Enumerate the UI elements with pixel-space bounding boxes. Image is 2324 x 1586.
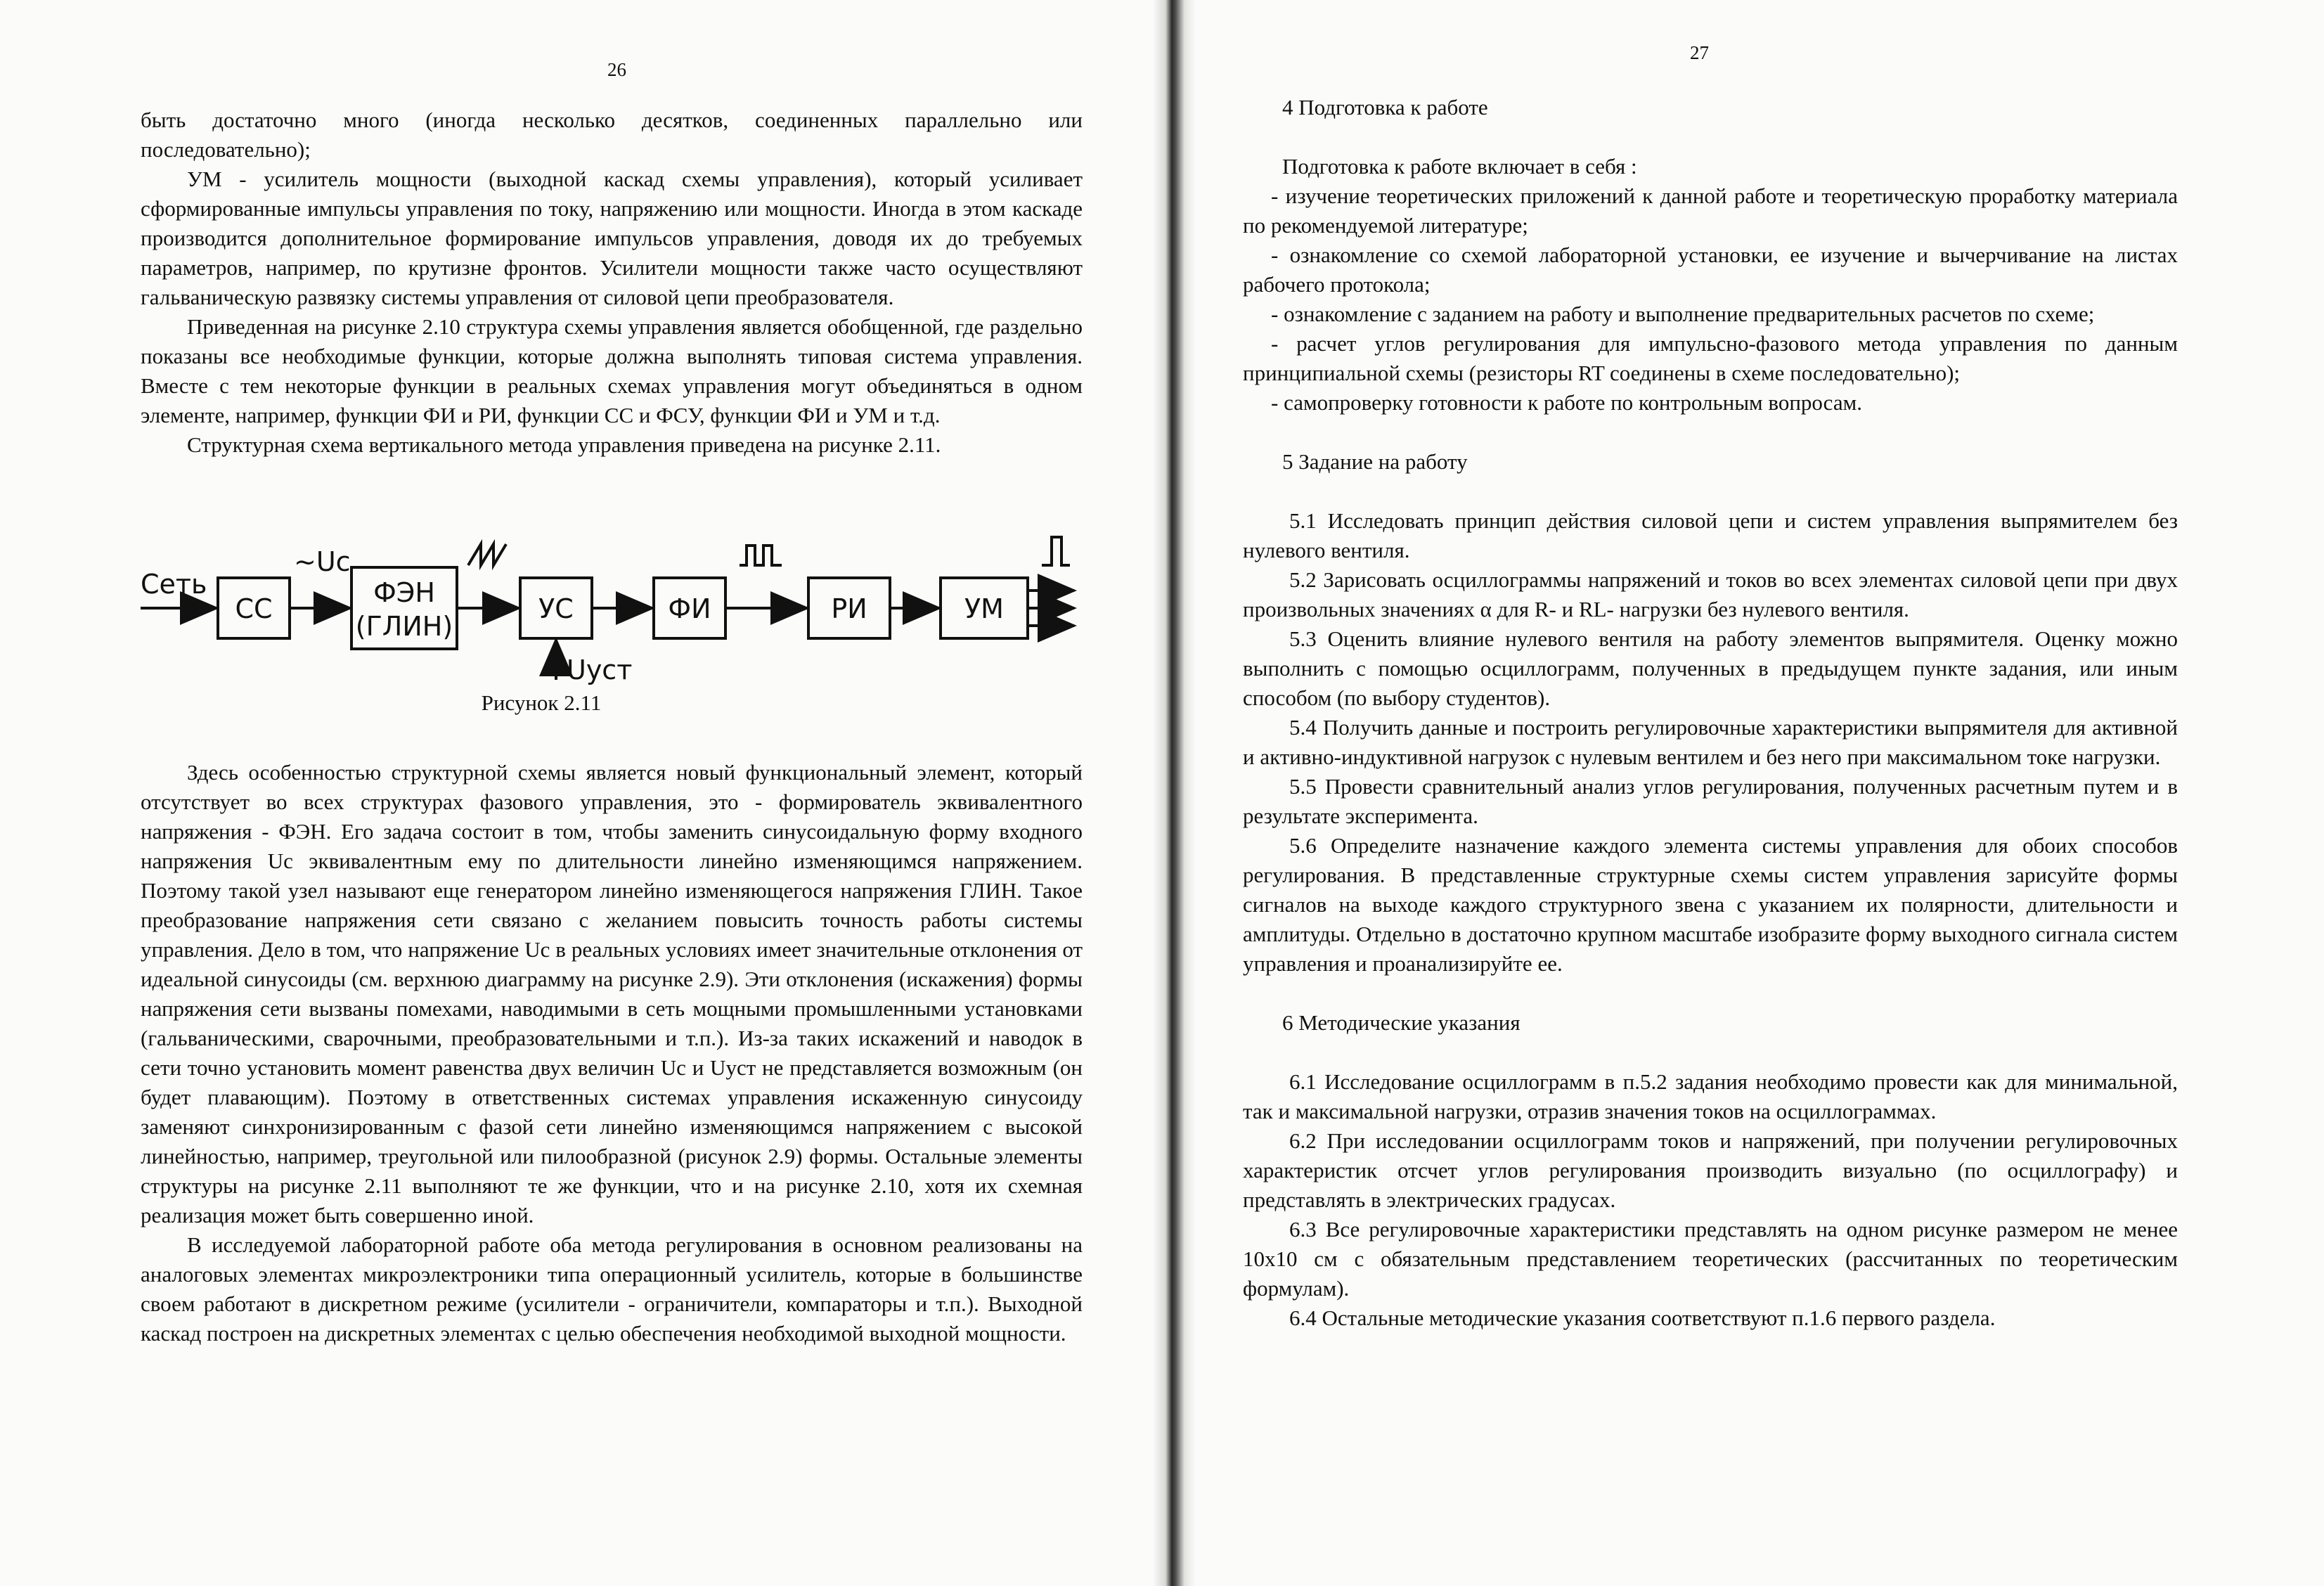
page-number-right: 27	[1690, 42, 1709, 63]
figure-2-11	[141, 529, 1083, 740]
paragraph: В исследуемой лабораторной работе оба метода регулирования в основном реализованы на аналоговых элементах микроэлектроники типа операционный усилитель, которые в большинстве своем работают в дискретном режиме (усилители - ограничители, компараторы и т.п.). Выходной каскад построен на дискретных элементах с целью обеспечения необходимой выходной мощности.	[141, 1232, 1083, 1346]
label-uc: ~Uc	[294, 546, 351, 577]
section-heading: 4 Подготовка к работе	[1282, 95, 1488, 120]
pulse-waveform-icon	[740, 546, 782, 565]
label-block-glin: (ГЛИН)	[355, 611, 453, 642]
sawtooth-waveform-icon	[468, 544, 506, 565]
list-item: 6.4 Остальные методические указания соответствуют п.1.6 первого раздела.	[1289, 1305, 1996, 1330]
right-column	[1243, 93, 2178, 1333]
left-column-top	[141, 105, 1083, 460]
block-diagram	[141, 529, 1083, 690]
list-item: - изучение теоретических приложений к данной работе и теоретическую проработку материала по рекомендуемой литературе;	[1243, 183, 2178, 238]
left-column-bottom	[141, 758, 1083, 1348]
list-item: - ознакомление со схемой лабораторной установки, ее изучение и вычерчивание на листах рабочего протокола;	[1243, 243, 2178, 297]
label-block-us: УС	[538, 593, 574, 624]
paragraph: УМ - усилитель мощности (выходной каскад схемы управления), который усиливает сформированные импульсы управления по току, напряжению или мощности. Иногда в этом каскаде производится дополнительное формирование импульсов управления, доводя их до требуемых параметров, например, по крутизне фронтов. Усилители мощности также часто осуществляют гальваническую развязку системы управления от силовой цепи преобразователя.	[141, 167, 1083, 309]
list-item: - ознакомление с заданием на работу и выполнение предварительных расчетов по схеме;	[1271, 302, 2095, 326]
page-number-left: 26	[607, 59, 626, 80]
label-uust: Uуст	[567, 655, 633, 685]
paragraph: Подготовка к работе включает в себя :	[1282, 154, 1637, 179]
list-item: 6.3 Все регулировочные характеристики представлять на одном рисунке размером не менее 10x10 см с обязательным представлением теоретических (рассчитанных по теоретическим формулам).	[1243, 1217, 2178, 1301]
label-block-ss: СС	[235, 593, 273, 624]
list-item: - расчет углов регулирования для импульсно-фазового метода управления по данным принципиальной схемы (резисторы RT соединены в схеме последовательно);	[1243, 331, 2178, 385]
list-item: 6.2 При исследовании осциллограмм токов и напряжений, при получении регулировочных характеристик отсчет углов регулирования производить визуально (по осциллографу) и представлять в электрических градусах.	[1243, 1128, 2178, 1212]
figure-caption: Рисунок 2.11	[481, 690, 602, 715]
paragraph: Приведенная на рисунке 2.10 структура схемы управления является обобщенной, где раздельно показаны все необходимые функции, которые должна выполнять типовая система управления. Вместе с тем некоторые функции в реальных схемах управления могут объединяться в одном элементе, например, функции ФИ и РИ, функции СС и ФСУ, функции ФИ и УМ и т.д.	[141, 314, 1083, 427]
list-item: 5.2 Зарисовать осциллограммы напряжений и токов во всех элементах силовой цепи при двух произвольных значениях α для R- и RL- нагрузки без нулевого вентиля.	[1243, 567, 2178, 621]
pulse-output-waveform-icon	[1042, 537, 1070, 565]
label-input: Сеть	[141, 569, 207, 600]
list-item: 5.6 Определите назначение каждого элемента системы управления для обоих способов регулирования. В представленные структурные схемы систем управления зарисуйте формы сигналов на выходе каждого структурного звена с указанием их полярности, длительности и амплитуды. Отдельно в достаточно крупном масштабе изобразите форму выходного сигнала систем управления и проанализируйте ее.	[1243, 833, 2178, 976]
list-item: 5.4 Получить данные и построить регулировочные характеристики выпрямителя для активной и активно-индуктивной нагрузок с нулевым вентилем и без него при максимальном токе нагрузки.	[1243, 715, 2178, 769]
list-item: 5.3 Оценить влияние нулевого вентиля на работу элементов выпрямителя. Оценку можно выполнить с помощью осциллограмм, полученных в предыдущем пункте задания, или иным способом (по выбору студентов).	[1243, 626, 2178, 710]
label-block-fi: ФИ	[668, 593, 711, 624]
paragraph: быть достаточно много (иногда несколько десятков, соединенных параллельно или последовательно);	[141, 108, 1083, 162]
list-item: - самопроверку готовности к работе по контрольным вопросам.	[1271, 390, 1862, 415]
paragraph: Структурная схема вертикального метода управления приведена на рисунке 2.11.	[187, 432, 941, 457]
label-block-ri: РИ	[831, 593, 867, 624]
label-block-um: УМ	[964, 593, 1004, 624]
section-heading: 5 Задание на работу	[1282, 449, 1468, 474]
book-spine	[1153, 0, 1195, 1586]
paragraph: Здесь особенностью структурной схемы является новый функциональный элемент, который отсутствует во всех структурах фазового управления, это - формирователь эквивалентного напряжения - ФЭН. Его задача состоит в том, чтобы заменить синусоидальную форму входного напряжения Uc эквивалентным ему по длительности линейно изменяющимся напряжением. Поэтому такой узел называют еще генератором линейно изменяющегося напряжения ГЛИН. Такое преобразование напряжения сети связано с желанием повысить точность работы системы управления. Дело в том, что напряжение Uc в реальных условиях имеет значительные отклонения от идеальной синусоиды (см. верхнюю диаграмму на рисунке 2.9). Эти отклонения (искажения) формы напряжения сети вызваны помехами, наводимыми в сеть мощными промышленными установками (гальваническими, сварочными, преобразовательными и т.п.). Из-за таких искажений и наводок в сети точно установить момент равенства двух величин Uc и Uуст не представляется возможным (он будет плавающим). Поэтому в ответственных системах управления искаженную синусоиду заменяют синхронизированным с фазой сети линейно изменяющимся напряжением с высокой линейностью, например, треугольной или пилообразной (рисунок 2.9) формы. Остальные элементы структуры на рисунке 2.11 выполняют те же функции, что и на рисунке 2.10, хотя их схемная реализация может быть совершенно иной.	[141, 760, 1083, 1227]
list-item: 6.1 Исследование осциллограмм в п.5.2 задания необходимо провести как для минимальной, так и максимальной нагрузки, отразив значения токов на осциллограммах.	[1243, 1069, 2178, 1123]
section-heading: 6 Методические указания	[1282, 1010, 1521, 1035]
label-block-fen: ФЭН	[373, 577, 435, 608]
list-item: 5.1 Исследовать принцип действия силовой цепи и систем управления выпрямителем без нулевого вентиля.	[1243, 508, 2178, 562]
list-item: 5.5 Провести сравнительный анализ углов регулирования, полученных расчетным путем и в результате эксперимента.	[1243, 774, 2178, 828]
